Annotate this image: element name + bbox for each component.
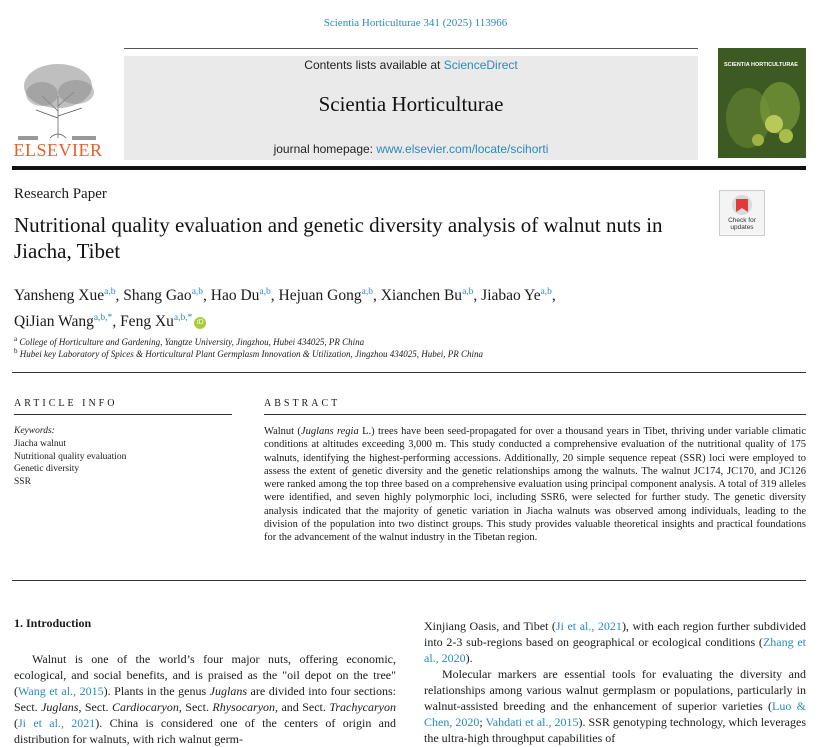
author-name[interactable]: QiJian Wang	[14, 313, 94, 331]
author-name[interactable]: Yansheng Xue	[14, 287, 105, 305]
abstract-heading: ABSTRACT	[264, 398, 341, 409]
author-name[interactable]: Xianchen Bu	[380, 287, 463, 305]
keyword-item: SSR	[14, 477, 31, 488]
header-thick-rule	[12, 166, 806, 170]
author-affiliation-sup[interactable]: a,b,*	[173, 313, 193, 324]
author-affiliation-sup[interactable]: a,b	[540, 287, 552, 297]
orcid-icon[interactable]: iD	[194, 317, 206, 329]
check-updates-icon	[720, 192, 764, 218]
article-info-rule	[14, 414, 232, 415]
keyword-item: Nutritional quality evaluation	[14, 451, 127, 462]
paragraph: Molecular markers are essential tools for evaluating the diversity and relationships among various walnut germplasm or populations, particularly in walnut-assisted breeding and the enhancement of superior varieties (Luo & Chen, 2020; Vahdati et al., 2015). SSR genotyping technology, which leverages the ultra-high throughput capabilities of	[424, 667, 806, 745]
cover-title: SCIENTIA HORTICULTURAE	[724, 62, 798, 68]
citation-link[interactable]: Ji et al., 2021	[18, 716, 96, 730]
affiliation-a	[14, 335, 804, 347]
affiliation-b	[14, 347, 804, 359]
author-name[interactable]: Feng Xu	[120, 313, 174, 331]
contents-prefix: Contents lists available at	[304, 58, 444, 72]
keywords-block	[14, 425, 214, 489]
homepage-link[interactable]: www.elsevier.com/locate/scihorti	[376, 142, 549, 156]
homepage-prefix: journal homepage:	[273, 142, 377, 156]
author-affiliation-sup[interactable]: a,b	[462, 287, 474, 297]
author-name[interactable]: Jiabao Ye	[481, 287, 541, 305]
article-info-heading: ARTICLE INFO	[14, 398, 118, 409]
journal-title: Scientia Horticulturae	[318, 92, 504, 116]
introduction-heading: 1. Introduction	[14, 616, 92, 630]
author-name[interactable]: Hao Du	[210, 287, 260, 305]
author-affiliation-sup[interactable]: a,b	[191, 287, 204, 297]
author-name[interactable]: Hejuan Gong	[278, 287, 362, 305]
author-affiliation-sup[interactable]: a,b	[361, 287, 373, 297]
author-separator: ,	[473, 287, 482, 305]
citation-link[interactable]: Vahdati et al., 2015	[485, 715, 579, 729]
paragraph: Xinjiang Oasis, and Tibet (Ji et al., 2021), with each region further subdivided into 2-3 sub-regions based on geographical or ecological conditions (Zhang et al., 2020).	[424, 619, 807, 665]
section-rule	[12, 372, 806, 373]
journal-cover[interactable]	[718, 48, 806, 158]
author-list	[14, 281, 804, 333]
affiliation-marker: b	[14, 347, 18, 355]
check-for-updates-button[interactable]	[719, 190, 765, 236]
section-rule	[12, 580, 806, 581]
keywords-label: Keywords:	[14, 426, 55, 436]
citation-link[interactable]: Ji et al., 2021	[555, 619, 622, 633]
article-type: Research Paper	[14, 186, 107, 202]
author-name[interactable]: Shang Gao	[123, 287, 192, 305]
check-for-updates-label: Check for updates	[728, 217, 756, 231]
author-separator: ,	[372, 287, 381, 305]
keyword-item: Genetic diversity	[14, 464, 80, 475]
affiliation-text: College of Horticulture and Gardening, Yangtze University, Jingzhou, Hubei 434025, PR China	[19, 337, 365, 347]
body-column-left	[14, 651, 396, 747]
journal-citation[interactable]: Scientia Horticulturae 341 (2025) 113966	[323, 17, 508, 29]
homepage-line	[124, 142, 698, 156]
abstract-part: L.) trees have been seed-propagated for over a thousand years in Tibet, thriving under variable climatic conditions at altitudes exceeding 3,000 m. This study conducted a comprehensive evaluation of the nutritional quality of 175 walnuts, identifying the highest-performing accessions. Additionally, 20 simple sequence repeat (SSR) loci were employed to assess the extent of genetic diversity and the genetic relationships among the walnuts. The walnut JC174, JC170, and JC126 were ranked among the top three based on a comprehensive evaluation using principal component analysis. A total of 319 alleles were identified, and seven highly polymorphic loci, including SSR6, were selected for further study. The genetic diversity analysis indicated that the majority of genetic variation in Jiacha walnuts was observed among individuals, leading to the division of the population into two distinct groups. This study provides valuable theoretical insights and practical foundations for the advancement of the walnut industry in the Tibetan region.	[264, 426, 806, 544]
abstract-species: Juglans regia	[300, 426, 359, 437]
author-separator: ,	[203, 287, 211, 305]
author-separator: ,	[270, 287, 279, 305]
author-separator: ,	[115, 287, 124, 305]
author-affiliation-sup[interactable]: a,b	[104, 287, 116, 297]
author-affiliation-sup[interactable]: a,b,*	[93, 313, 113, 324]
publisher-name: ELSEVIER	[13, 140, 103, 160]
abstract-part: Walnut (	[264, 426, 301, 437]
citation-link[interactable]: Zhang et al., 2020	[424, 635, 806, 665]
abstract-text	[264, 425, 806, 545]
sciencedirect-link[interactable]: ScienceDirect	[443, 58, 518, 72]
body-column-right	[424, 618, 806, 746]
elsevier-logo[interactable]	[12, 56, 104, 160]
paragraph: Walnut is one of the world’s four major nuts, offering economic, ecological, and social benefits, and is praised as the "oil depot on the tree" (Wang et al., 2015). Plants in the genus Juglans are divided into four sections: Sect. Juglans, Sect. Cardiocaryon, Sect. Rhysocaryon, and Sect. Trachycaryon (Ji et al., 2021). China is considered one of the centers of origin and distribution for walnuts, with rich walnut germ-	[14, 652, 397, 746]
author-separator: ,	[112, 313, 121, 331]
author-separator: ,	[551, 287, 556, 305]
citation-link[interactable]: Wang et al., 2015	[18, 684, 104, 698]
keyword-item: Jiacha walnut	[14, 438, 66, 449]
article-title: Nutritional quality evaluation and genetic diversity analysis of walnut nuts in Jiacha, Tibet	[14, 213, 663, 263]
affiliation-text: Hubei key Laboratory of Spices & Horticultural Plant Germplasm Innovation & Utilization, Jingzhou 434025, Hubei, PR China	[19, 349, 483, 359]
citation-link[interactable]: Luo & Chen, 2020	[424, 699, 806, 729]
affiliation-marker: a	[14, 335, 18, 343]
contents-line	[124, 58, 698, 72]
author-affiliation-sup[interactable]: a,b	[259, 287, 271, 297]
abstract-rule	[264, 414, 806, 415]
header-top-rule	[124, 48, 698, 49]
